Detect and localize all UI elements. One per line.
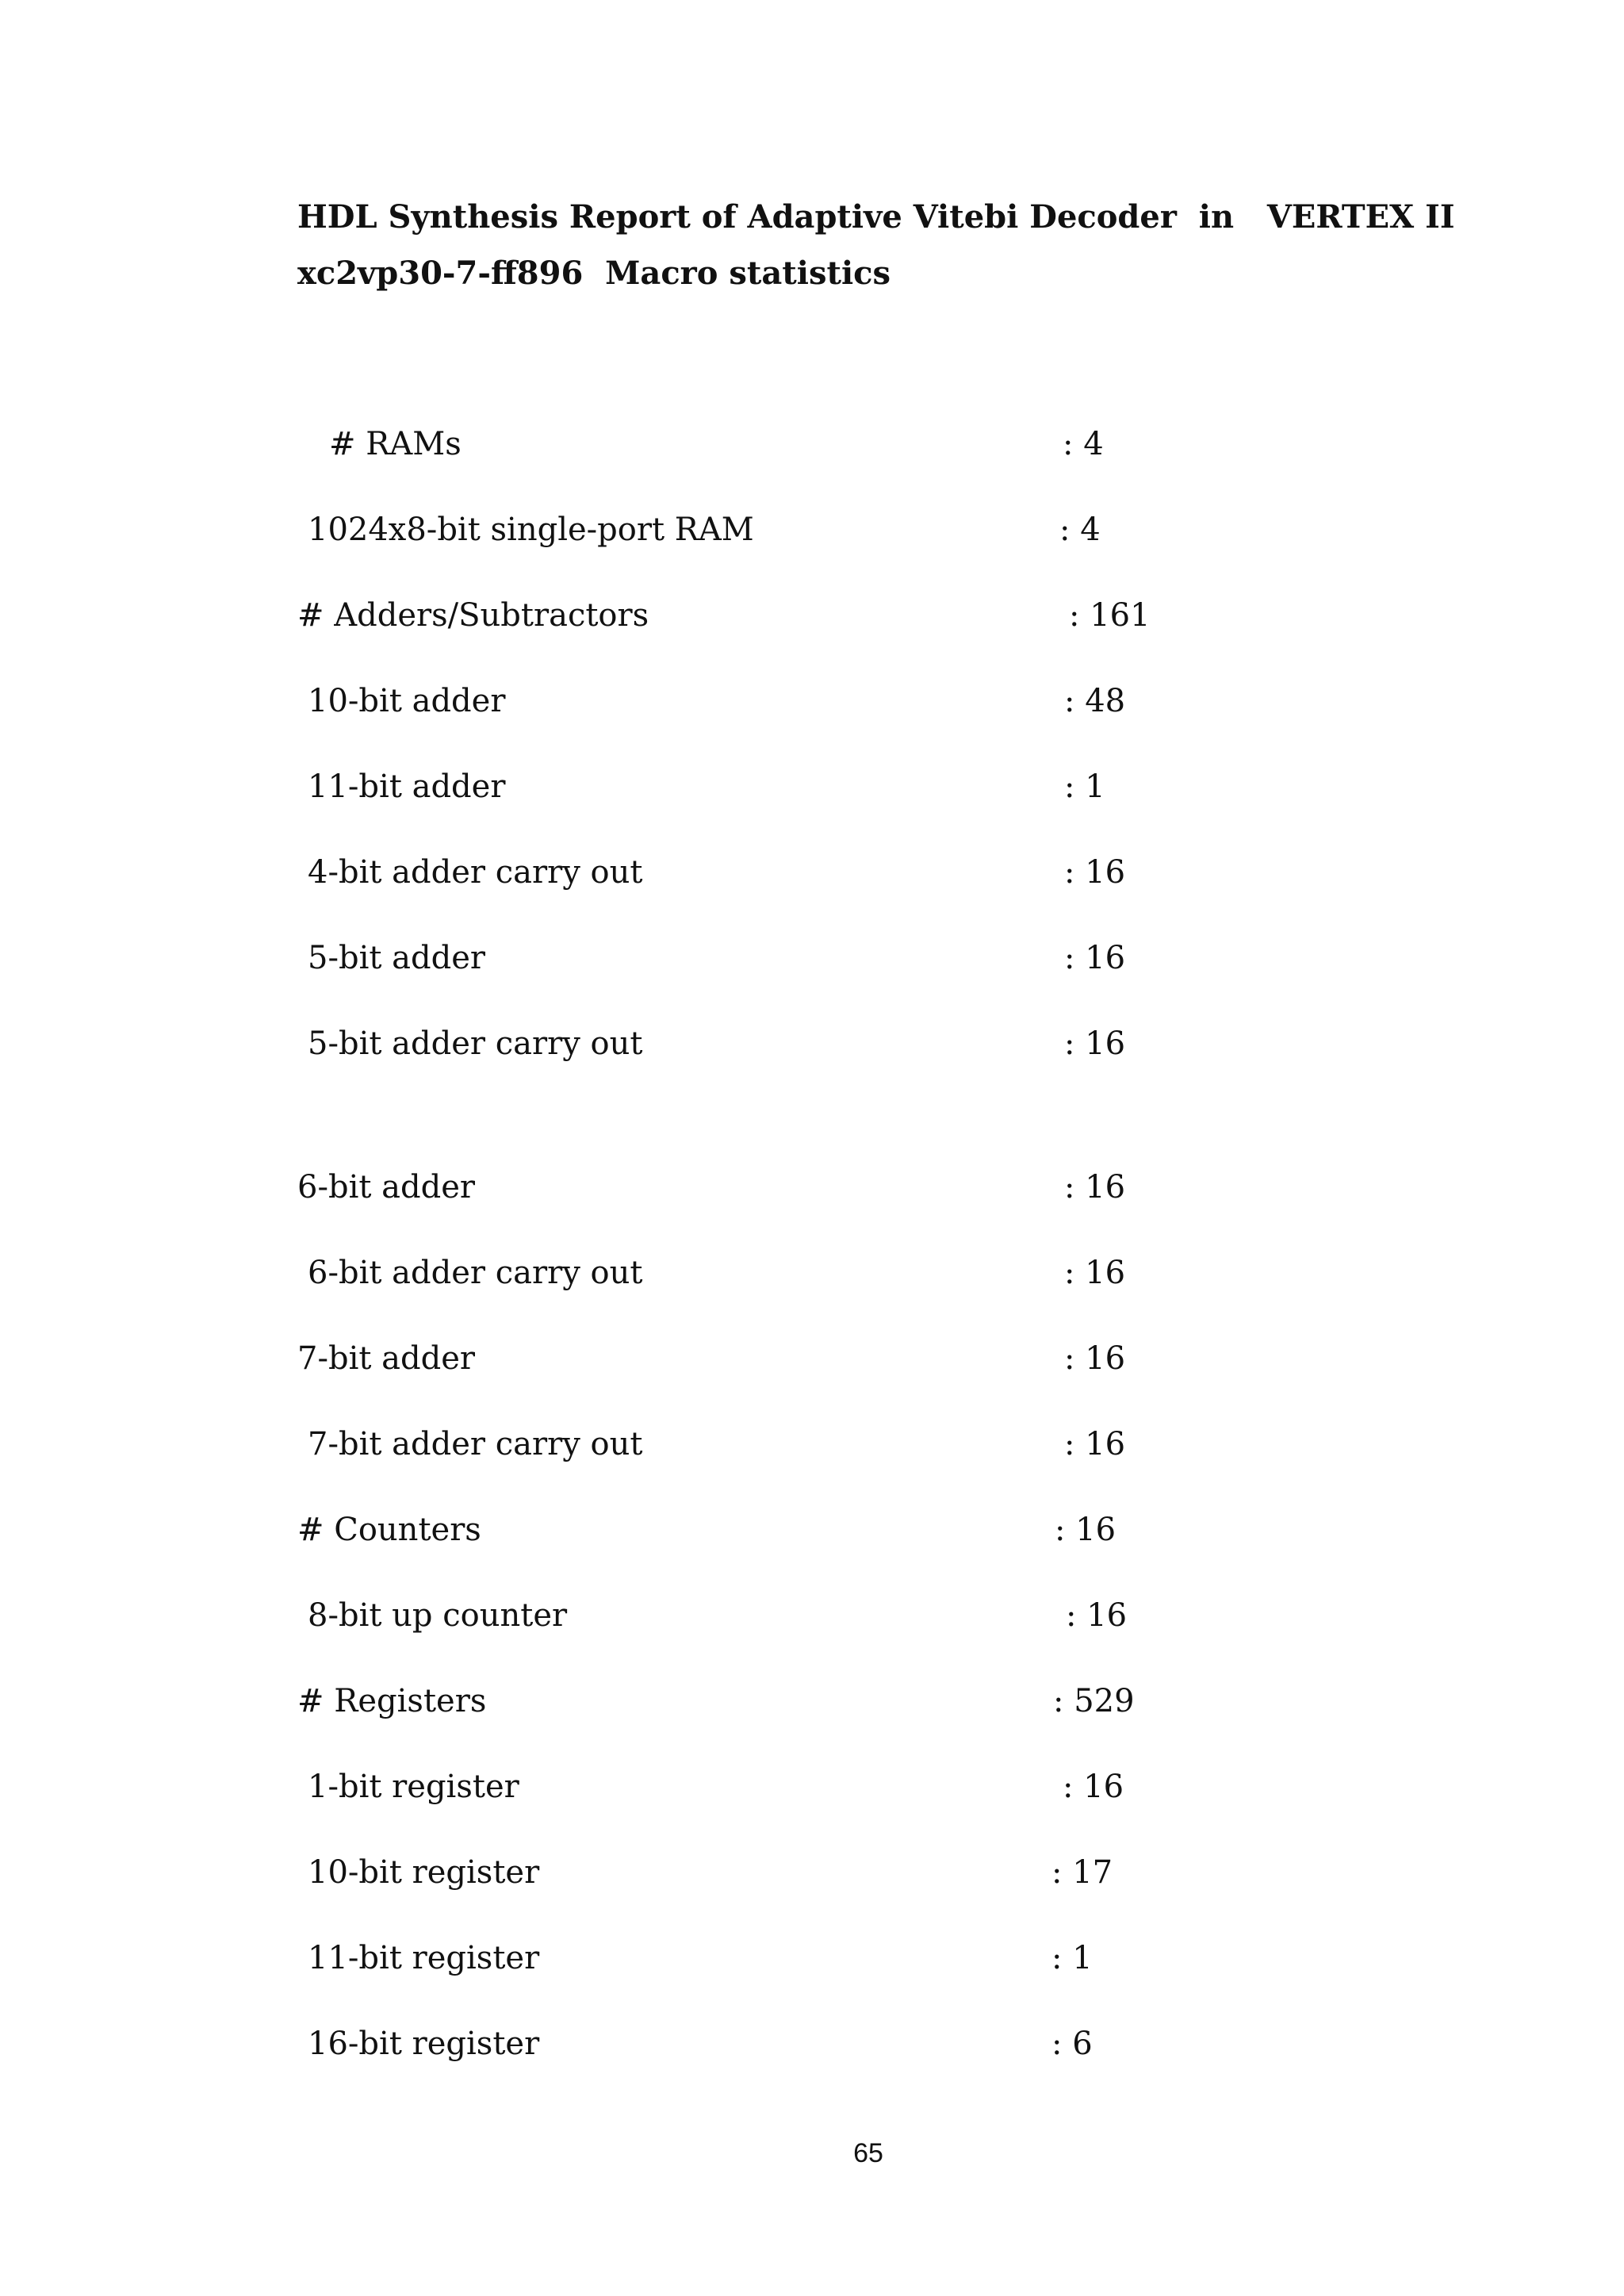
stat-value: : 16 — [1064, 1169, 1126, 1205]
stat-label: 6-bit adder carry out — [308, 1255, 643, 1291]
stat-label: 16-bit register — [308, 2026, 540, 2062]
stat-value: : 16 — [1064, 1340, 1126, 1377]
report-title-line-1: HDL Synthesis Report of Adaptive Vitebi Decoder in VERTEX II — [297, 198, 1455, 236]
stat-label: 7-bit adder carry out — [308, 1426, 643, 1462]
stat-value: : 1 — [1064, 769, 1105, 805]
stat-value: : 16 — [1066, 1597, 1128, 1634]
stat-value: : 6 — [1051, 2026, 1093, 2062]
stat-label: 5-bit adder — [308, 940, 486, 976]
stat-value: : 16 — [1064, 1025, 1126, 1062]
stat-label: # RAMs — [329, 426, 462, 462]
stat-value: : 16 — [1064, 1426, 1126, 1462]
stat-label: 11-bit register — [308, 1940, 540, 1976]
stat-value: : 16 — [1064, 1255, 1126, 1291]
stat-value: : 16 — [1064, 854, 1126, 891]
stat-value: : 48 — [1064, 683, 1126, 719]
stat-value: : 16 — [1064, 940, 1126, 976]
stat-value: : 529 — [1053, 1683, 1135, 1719]
stat-value: : 17 — [1051, 1854, 1113, 1891]
stat-label: 6-bit adder — [297, 1169, 476, 1205]
stat-label: 11-bit adder — [308, 769, 506, 805]
stat-label: 5-bit adder carry out — [308, 1025, 643, 1062]
stat-label: # Registers — [297, 1683, 487, 1719]
stat-value: : 16 — [1055, 1512, 1116, 1548]
stat-value: : 4 — [1063, 426, 1104, 462]
stat-label: 7-bit adder — [297, 1340, 476, 1377]
stat-label: 4-bit adder carry out — [308, 854, 643, 891]
stat-label: 8-bit up counter — [308, 1597, 568, 1634]
stat-label: 1-bit register — [308, 1769, 519, 1805]
stat-label: 10-bit register — [308, 1854, 540, 1891]
stat-label: # Counters — [297, 1512, 481, 1548]
stat-value: : 16 — [1063, 1769, 1124, 1805]
stat-label: 10-bit adder — [308, 683, 506, 719]
stat-value: : 1 — [1051, 1940, 1093, 1976]
stat-label: 1024x8-bit single-port RAM — [308, 512, 754, 548]
report-title-line-2: xc2vp30-7-ff896 Macro statistics — [297, 255, 891, 292]
stat-value: : 4 — [1059, 512, 1101, 548]
stat-value: : 161 — [1069, 597, 1151, 634]
stat-label: # Adders/Subtractors — [297, 597, 649, 634]
page-number: 65 — [853, 2138, 883, 2168]
